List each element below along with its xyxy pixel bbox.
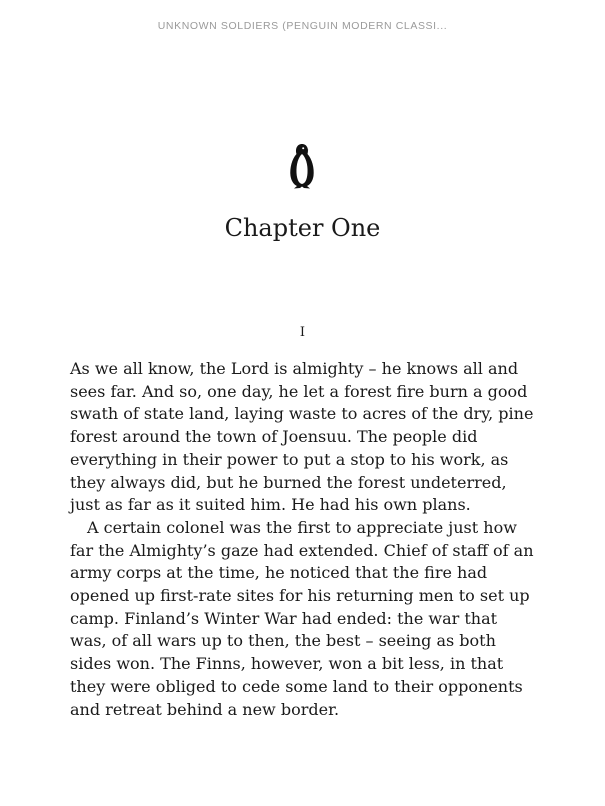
body-text bbox=[70, 358, 536, 721]
penguin-logo-icon bbox=[286, 142, 318, 190]
section-number: I bbox=[299, 325, 306, 340]
paragraph: A certain colonel was the first to appreciate just how far the Almighty’s gaze had extended. Chief of staff of an army corps at the time, he noticed that the fire had opened up first-rate sites for his returning men to set up camp. Finland’s Winter War had ended: the war that was, of all wars up to then, the best – seeing as both sides won. The Finns, however, won a bit less, in that they were obliged to cede some land to their opponents and retreat behind a new border. bbox=[70, 517, 534, 719]
chapter-title: Chapter One bbox=[224, 214, 381, 242]
paragraph: As we all know, the Lord is almighty – he knows all and sees far. And so, one day, he let a forest fire burn a good swath of state land, laying waste to acres of the dry, pine forest around the town of Joensuu. The people did everything in their power to put a stop to his work, as they always did, but he burned the forest undeterred, just as far as it suited him. He had his own plans. bbox=[70, 359, 534, 515]
running-head: UNKNOWN SOLDIERS (PENGUIN MODERN CLASSI... bbox=[157, 20, 448, 32]
